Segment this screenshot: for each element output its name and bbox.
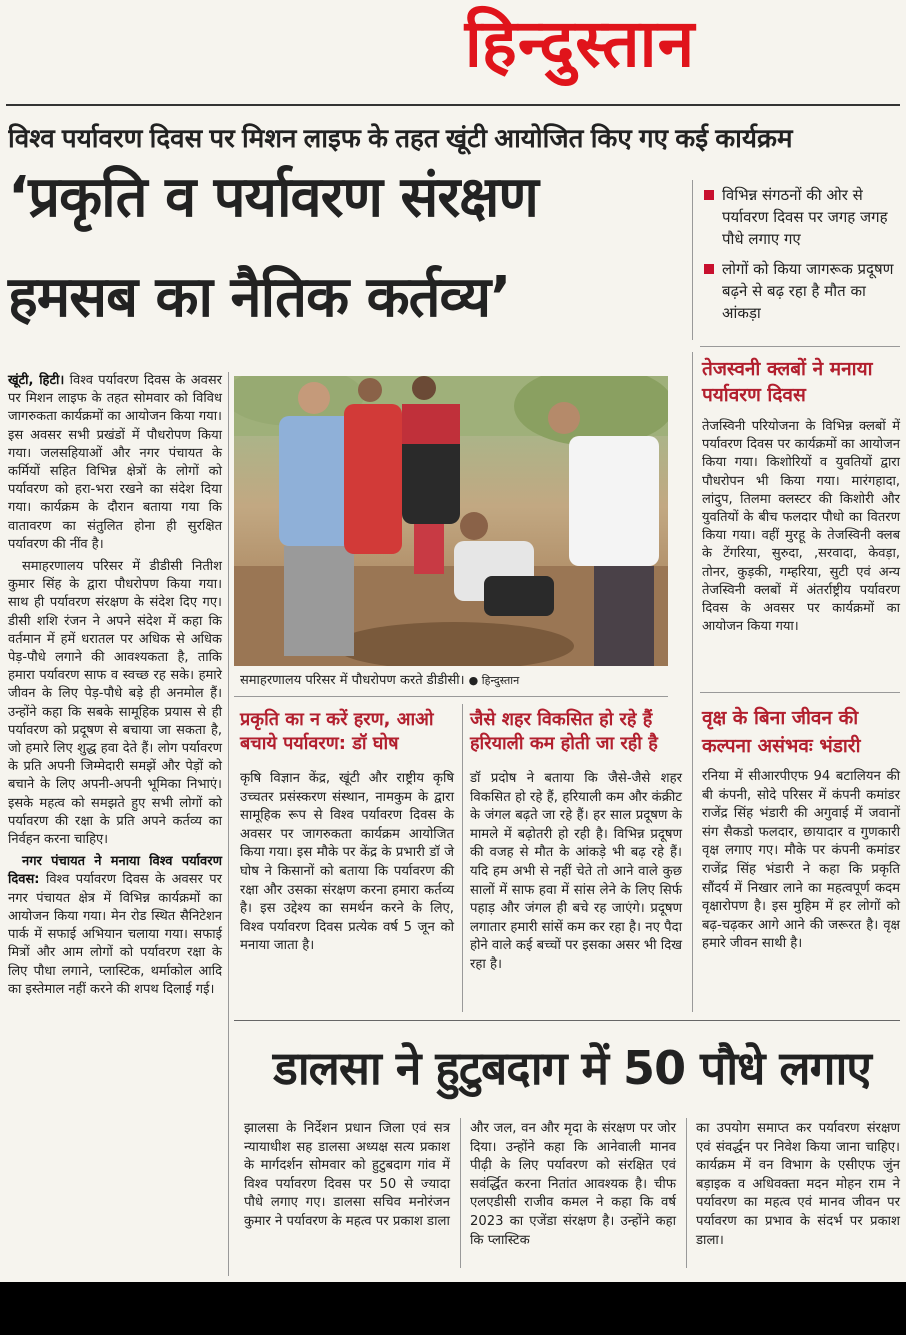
highlights-box xyxy=(700,184,900,332)
photo-illustration xyxy=(234,376,668,666)
main-headline-line1: ‘प्रकृति व पर्यावरण संरक्षण xyxy=(8,165,538,230)
vriksh-body: रनिया में सीआरपीएफ 94 बटालियन की बी कंपनी, सोदे परिसर में कंपनी कमांडर राजेंद्र सिंह भंडारी की अगुवाई में जवानों संग सैकडो फलदार, छायादार व गुणकारी वृक्ष लगाए गए। मौके पर कंपनी कमांडर राजेंद्र सिंह भंडारी ने कहा कि प्रकृति सौंदर्य में निखार लाने का महत्वपूर्ण कदम वृक्षारोपण है। इस मुहिम में हर लोगों को बढ़-चढ़कर आगे आने की जरूरत है। वृक्ष हमारे जीवन साथी है। xyxy=(702,769,900,952)
krishi-heading: प्रकृति का न करें हरण, आओ बचाये पर्यावरण: डॉ घोष xyxy=(240,709,434,754)
dalsa-col3: का उपयोग समाप्त कर पर्यावरण संरक्षण एवं संवर्द्धन पर निवेश किया जाना चाहिए। कार्यक्रम में वन विभाग के एसीएफ जुंन बड़ाइक व अधिवक्ता मदन मोहन राम ने पर्यावरण का महत्व एवं मानव जीवन पर पर्यावरण का प्रभाव के संदर्भ पर प्रकाश डाला। xyxy=(696,1121,900,1248)
divider xyxy=(700,692,900,693)
main-story-p3: नगर पंचायत ने मनाया विश्व पर्यावरण दिवस: विश्व पर्यावरण दिवस के अवसर पर नगर पंचायत क्षेत्र में विभिन्न कार्यक्रमों का आयोजन किया गया। मेन रोड स्थित सैनिटेशन पार्क में सफाई अभियान चलाया गया। सफाई मित्रों और आम लोगों को पर्यावरण रक्षा के लिए पौधा लगाने, प्लास्टिक, थर्माकोल आदि का इस्तेमाल नहीं करने की शपथ दिलाई गई। xyxy=(8,854,222,997)
photo-credit: ● हिन्दुस्तान xyxy=(468,674,520,687)
kicker-headline: विश्व पर्यावरण दिवस पर मिशन लाइफ के तहत खूंटी आयोजित किए गए कई कार्यक्रम xyxy=(8,123,793,153)
shahar-heading: जैसे शहर विकसित हो रहे हैं हरियाली कम होती जा रही है xyxy=(470,709,658,754)
dalsa-col2: और जल, वन और मृदा के संरक्षण पर जोर दिया। उन्होंने कहा कि आनेवाली मानव पीढ़ी के लिए पर्यावरण को संरक्षित एवं सवंर्द्धित करना नितांत आवश्यक है। चीफ एलएडीसी राजीव कमल ने कहा कि वर्ष 2023 का एजेंडा संरक्षण है। उन्होंने कहा कि प्लास्टिक xyxy=(470,1121,676,1248)
masthead-rule xyxy=(6,104,900,106)
main-story-p1: खूंटी, हिटी। विश्व पर्यावरण दिवस के अवसर पर मिशन लाइफ के तहत सोमवार को विविध जागरुकता कार्यक्रमों का आयोजन किया गया। इस अवसर सभी प्रखंडों में पौधरोपण किया गया। जलसहियाओं और नगर पंचायत के कर्मियों सहित विभिन्न क्षेत्रों के लोगों को पर्यावरण को हरा-भरा रखने का संदेश दिया गया। कार्यक्रम के दौरान बताया गया कि वातावरण का संतुलित होना ही सुरक्षित पर्यावरण की नींव है। xyxy=(8,373,222,552)
bullet-square-icon xyxy=(704,190,714,200)
divider xyxy=(700,346,900,347)
masthead-logo: हिन्दुस्तान xyxy=(464,4,696,82)
main-story-p2: समाहरणालय परिसर में डीडीसी नितीश कुमार सिंह के द्वारा पौधरोपण किया गया। साथ ही पर्यावरण संरक्षण के संदेश दिए गए। डीसी शशि रंजन ने अपने संदेश में कहा कि वर्तमान में हमें धरातल पर अधिक से अधिक पेड़-पौधे लगाने की आवश्यकता है, ताकि हमारा पर्यावरण साफ व स्वच्छ रह सके। हमारे जीवन के लिए पेड़-पौधे बड़े ही अनमोल हैं। उन्होंने कहा कि सबके सामूहिक प्रयास से ही पर्यावरण को प्रदूषण से बचाया जा सकता है, जो हमारे लिए शुद्ध हवा देते हैं। लोग पर्यावरण के प्रति अपनी जिम्मेदारी समझें और पेड़ों को बचाने के लिए अपनी-अपनी भूमिका निभाएं। इसके महत्व को समझते हुए सभी लोगों को पर्यावरण की रक्षा के प्रति अपने कर्तव्य का निर्वहन करना चाहिए। xyxy=(8,559,222,848)
divider xyxy=(228,372,229,1276)
divider xyxy=(234,696,668,697)
dalsa-headline: डालसा ने हुटुबदाग में 50 पौधे लगाए xyxy=(273,1041,871,1095)
main-headline xyxy=(8,165,680,330)
tejaswini-body: तेजस्विनी परियोजना के विभिन्न क्लबों में पर्यावरण दिवस पर कार्यक्रमों का आयोजन किया गया। किशोरियों व युवतियों द्वारा पौधरोपन भी किया गया। मारंगहादा, लांदुप, तिलमा क्लस्टर की किशोरी और युवतियों के बीच फलदार पौधो का वितरण किया गया। वहीं मुरहू के तेजस्विनी क्लब के टेंगरिया, सुरुदा, ,सरवादा, केवड़ा, तोनर, कुड़की, गम्हरिया, सुटी एवं अन्य तेजस्विनी क्लबों में अंतर्राष्ट्रीय पर्यावरण दिवस के अवसर पर कार्यक्रमों का आयोजन किया गया। xyxy=(702,419,900,635)
divider xyxy=(462,704,463,1012)
bullet-square-icon xyxy=(704,264,714,274)
divider xyxy=(460,1118,461,1268)
vriksh-heading: वृक्ष के बिना जीवन की कल्पना असंभवः भंडारी xyxy=(702,707,861,757)
main-story xyxy=(8,372,222,1003)
dalsa-col1: झालसा के निर्देशन प्रधान जिला एवं सत्र न्यायाधीश सह डालसा अध्यक्ष सत्य प्रकाश के मार्गदर्शन सोमवार को हुटुबदाग गांव में विश्व पर्यावरण दिवस पर 50 से ज्यादा पौधे लगाए गए। डालसा सचिव मनोरंजन कुमार ने पर्यावरण के महत्व पर प्रकाश डाला xyxy=(244,1121,450,1229)
krishi-body: कृषि विज्ञान केंद्र, खूंटी और राष्ट्रीय कृषि उच्चतर प्रसंस्करण संस्थान, नामकुम के द्वारा सामूहिक रूप से विश्व पर्यावरण दिवस के अवसर पर जागरुकता कार्यक्रम आयोजित किया गया। इस मौके पर केंद्र के प्रभारी डॉ जे घोष ने किसानों को बताया कि पर्यावरण की रक्षा और उसका संरक्षण करना हमारा कर्तव्य है। इस उद्देश्य का समर्थन करने के लिए, विश्व पर्यावरण दिवस प्रत्येक वर्ष 5 जून को मनाया जाता है। xyxy=(240,771,454,954)
divider xyxy=(686,1118,687,1268)
divider xyxy=(234,1020,900,1021)
divider xyxy=(692,180,693,340)
highlight-item: विभिन्न संगठनों की ओर से पर्यावरण दिवस पर जगह जगह पौधे लगाए गए xyxy=(700,184,900,250)
tejaswini-heading: तेजस्वनी क्लबों ने मनाया पर्यावरण दिवस xyxy=(702,358,873,406)
divider xyxy=(692,352,693,1012)
highlight-item: लोगों को किया जागरूक प्रदूषण बढ़ने से बढ़ रहा है मौत का आंकड़ा xyxy=(700,258,900,324)
shahar-body: डॉ प्रदोष ने बताया कि जैसे-जैसे शहर विकसित हो रहे हैं, हरियाली कम और कंक्रीट के जंगल बढ़ते जा रहे हैं। हर साल प्रदूषण के मामले में बढ़ोतरी हो रही है। विभिन्न प्रदूषण की वजह से मौत के आंकड़े भी बढ़ रहे हैं। यदि हम अभी से नहीं चेते तो आने वाले कुछ सालों में साफ हवा में सांस लेने के लिए सिर्फ पहाड़ और जंगल ही बचे रह जाएंगे। प्रदूषण लगातार हमारी सांसें कम कर रहा है। नए पैदा होने वाले कई बच्चों पर इसका असर भी दिख रहा है। xyxy=(470,771,682,972)
event-photo xyxy=(234,376,668,666)
main-headline-line2: हमसब का नैतिक कर्तव्य’ xyxy=(8,265,511,330)
photo-caption: समाहरणालय परिसर में पौधरोपण करते डीडीसी। ● हिन्दुस्तान xyxy=(240,673,520,688)
